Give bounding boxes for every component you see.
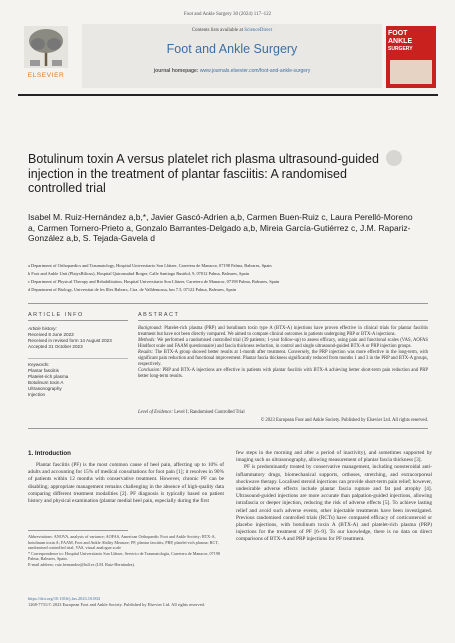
abstract-results: [138, 350, 428, 368]
footnote-rule: [28, 530, 128, 531]
footnotes: [28, 534, 224, 568]
journal-title: Foot and Ankle Surgery: [166, 42, 298, 56]
abstract-heading: ABSTRACT: [138, 312, 180, 318]
methods-text: We performed a randomised controlled trial (39 patients; 1-year follow-up) to assess efficacy, using pain and functional scales (VAS, AOFAS Hindfoot scale and FAAM questionnaire) and fascia thickness reduction, in control and single ultrasound-guided BTX-A or PRP injection groups.: [138, 338, 428, 349]
journal-banner: [82, 24, 382, 88]
abstract-background: [138, 326, 428, 338]
author-list: Isabel M. Ruiz-Hernández a,b,*, Javier Gascó-Adrien a,b, Carmen Buen-Ruiz c, Laura Perelló-Moreno a, Carmen Tornero-Prieto a, Gonzalo Barrantes-Delgado a,b, Mireia García-Gutiérrez c, J.M. Rapariz-González a,b, S. Tejada-Gavela d: [28, 212, 413, 243]
homepage-prefix: journal homepage:: [153, 68, 200, 74]
accepted-date: Accepted 31 October 2023: [28, 344, 83, 349]
doi-url[interactable]: https://doi.org/10.1016/j.fas.2023.10.004: [28, 596, 100, 601]
article-title: Botulinum toxin A versus platelet rich plasma ultrasound-guided injection in the treatment of plantar fasciitis: A randomised controlled trial: [28, 152, 379, 195]
divider: [28, 358, 128, 359]
divider: [138, 320, 428, 321]
divider: [28, 320, 128, 321]
body-paragraph: few steps in the morning and after a period of inactivity), and sometimes supported by imaging such us ultrasonography, allowing measurement of plantar fascia thickness [3].: [236, 450, 432, 464]
article-info-heading: ARTICLE INFO: [28, 312, 84, 318]
affiliation-c: c Department of Physical Therapy and Rehabilitation, Hospital Universitario Son Llàtzer, Carretera de Manacor, 07198 Palma, Baleares, Spain: [28, 279, 280, 284]
abstract-copyright: © 2023 European Foot and Ankle Society. Published by Elsevier Ltd. All rights reserved.: [260, 418, 428, 423]
revised-date: Received in revised form 14 August 2023: [28, 338, 112, 343]
cover-title-foot: FOOT: [388, 30, 408, 37]
results-label: Results:: [138, 350, 154, 355]
correspondence-note: * Correspondence to: Hospital Universitario Son Llàtzer, Servicio de Traumatología, Carretera de Manacor, 07198 Palma, Baleares, Spain.: [28, 550, 221, 562]
doi-block: [28, 596, 428, 608]
elsevier-logo: [18, 24, 74, 84]
cover-image: [390, 60, 432, 84]
abstract-body: [138, 326, 428, 380]
abstract-conclusion: [138, 368, 428, 380]
body-paragraph: Plantar fasciitis (PF) is the most common cause of heel pain, affecting up to 10% of adults and accounting for 15% of medical consultations for foot pain [1]; it resolves in 90% of patients within 12 months with conservative treatment. However, chronic PF can be disabling; appropriate management remains challenging in the absence of high-quality data comparing different treatment modalities [2]. PF diagnosis is typically based on patient history and physical examination (plantar medial heel pain, especially during the first: [28, 462, 224, 505]
received-date: Received 8 June 2023: [28, 332, 74, 337]
abstract-methods: [138, 338, 428, 350]
keywords-label: Keywords:: [28, 362, 50, 367]
crossmark-icon[interactable]: [386, 150, 402, 166]
issn-line: 1268-7731/© 2023 European Foot and Ankle Society. Published by Elsevier Ltd. All rights reserved.: [28, 602, 205, 607]
abbreviations-note: Abbreviations: ANOVA, analysis of variance; AOFAS, American Orthopaedic Foot and Ankle Society; BTX-A, botulinum toxin A; FAAM, Foot and Ankle Ability Measure; PF, plantar fasciitis; PRP, platelet-rich plasma; RCT, randomised controlled trial; VAS, visual analogue scale: [28, 534, 219, 551]
keyword-item: Ultrasonography: [28, 386, 62, 391]
affiliation-d: d Department of Biology, Universitat de les Illes Balears, Ctra. de Valldemossa, km 7.5, 07122 Palma, Baleares, Spain: [28, 287, 237, 292]
affiliations: [28, 262, 428, 294]
keyword-item: Plantar fasciitis: [28, 368, 59, 373]
divider: [28, 428, 428, 429]
email-note[interactable]: E-mail address: ruiz.hernandez@hsll.es (I.M. Ruiz-Hernández).: [28, 561, 135, 567]
sciencedirect-link[interactable]: ScienceDirect: [244, 28, 273, 33]
level-text: Level I; Randomised Controlled Trial: [174, 410, 245, 415]
conclusion-text: PRP and BTX-A injections are effective in patients with plantar fasciitis with BTX-A achieving better short-term pain reduction and PRP better long-term results.: [138, 368, 429, 379]
keyword-item: Botulinum toxin A: [28, 380, 64, 385]
homepage-link[interactable]: www.journals.elsevier.com/foot-and-ankle-surgery: [199, 68, 311, 74]
background-text: Platelet-rich plasma (PRP) and botulinum toxin type A (BTX-A) injections have proven effective in clinical trials for plantar fasciitis treatment but have not been directly compared. We aimed to compare clinical outcomes in patients undergoing PRP or BTX-A injections.: [138, 326, 428, 337]
methods-label: Methods:: [138, 338, 156, 343]
background-label: Background:: [138, 326, 163, 331]
affiliation-a: a Department of Orthopaedics and Traumatology, Hospital Universitario Son Llàtzer, Carretera de Manacor, 07198 Palma, Baleares, Spain: [28, 263, 272, 268]
contents-prefix: Contents lists available at: [191, 28, 245, 33]
elsevier-tree-icon: [24, 26, 68, 68]
level-of-evidence: [138, 410, 428, 415]
keyword-item: Platelet-rich plasma: [28, 374, 69, 379]
divider: [28, 303, 428, 304]
homepage-line: [82, 68, 382, 74]
body-column-right: [236, 450, 432, 544]
affiliation-b: b Foot and Ankle Unit (PlatysBilicus), Hospital Quironsalud Rotger, Calle Santiago Rusiñol, 9, 07012 Palma, Baleares, Spain: [28, 271, 250, 276]
body-paragraph: PF is predominantly treated by conservative management, including nonsteroidal anti-inflammatory drugs, biomechanical supports, orthoses, stretching, and extracorporeal shockwave therapy. Localised steroid injections can provide short-term pain relief; however, undesirable adverse effects include plantar fascia rupture and fat pad atrophy [4]. Ultrasound-guided injections are more accurate than palpation-guided injections, allowing intrafascia or deeper injection, reducing the risk of adverse effects [5]. To achieve lasting relief and avoid such adverse events, other injectable treatments have been investigated. Previous randomised controlled trials (RCTs) have compared efficacy of corticosteroid or placebo injections, with botulinum toxin A (BTX-A) and platelet-rich plasma (PRP) injections for the treatment of PF [6–9]. To our knowledge, there is no data on direct comparisons of BTX-A and PRP injections for PF treatment.: [236, 464, 432, 543]
body-column-left: [28, 462, 224, 505]
introduction-heading: 1. Introduction: [28, 450, 71, 457]
journal-reference: Foot and Ankle Surgery 30 (2024) 117–122: [183, 12, 272, 17]
header-rule: [18, 94, 438, 96]
keyword-item: Injection: [28, 392, 46, 397]
article-history: [28, 326, 132, 350]
journal-masthead: [18, 24, 438, 104]
conclusion-label: Conclusion:: [138, 368, 161, 373]
level-label: Level of Evidence:: [138, 410, 173, 415]
cover-title-ankle: ANKLE: [388, 38, 413, 45]
keywords: [28, 362, 132, 398]
cover-title-surgery: SURGERY: [388, 46, 413, 52]
history-label: Article history:: [28, 326, 57, 331]
journal-cover: [386, 26, 436, 88]
results-text: The BTX-A group showed better results at 1-month after treatment. Conversely, the PRP injection was more effective in the long-term, with significant pain reduction and functional improvement. Plantar fascia thickness significantly reduced from months 1 and 3 in the PRP and BTX-A groups, respectively.: [138, 350, 429, 367]
contents-line: [82, 28, 382, 33]
publisher-name: ELSEVIER: [27, 72, 65, 79]
